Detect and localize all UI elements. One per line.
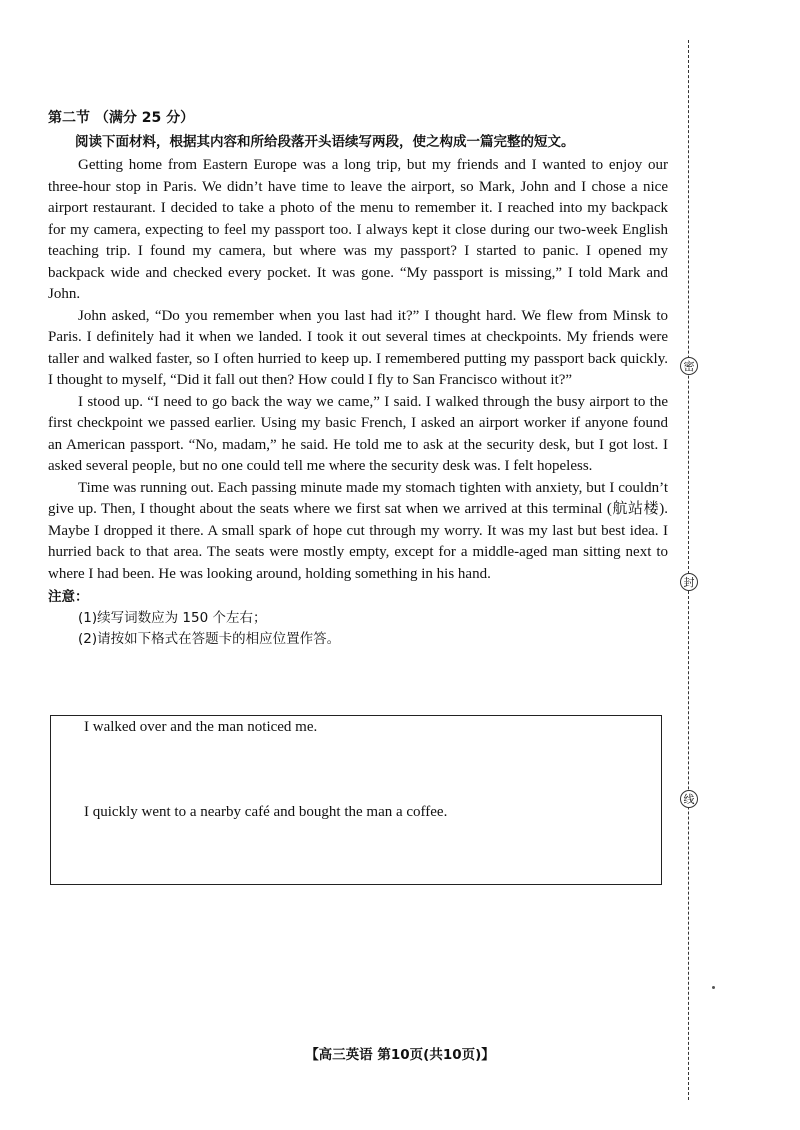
note-item: (1)续写词数应为 150 个左右；	[78, 610, 267, 626]
binding-mark-seal: 封	[680, 573, 698, 591]
answer-box	[50, 715, 662, 885]
paragraph-starter-1: I walked over and the man noticed me.	[84, 719, 318, 735]
section-instruction: 阅读下面材料，根据其内容和所给段落开头语续写两段，使之构成一篇完整的短文。	[75, 134, 575, 150]
story-paragraph: Time was running out. Each passing minute made my stomach tighten with anxiety, but I couldn’t give up. Then, I thought about the seats where we first sat when we arrived at this terminal (航站楼). Maybe I dropped it there. A small spark of hope cut through my worry. It was my last but best idea. I hurried back to that area. The seats were mostly empty, except for a middle-aged man sitting next to where I had been. He was looking around, holding something in his hand.	[48, 479, 668, 582]
page-footer: 【高三英语 第10页(共10页)】	[305, 1047, 495, 1063]
scan-speck	[712, 986, 715, 989]
binding-mark-seal: 密	[680, 357, 698, 375]
binding-mark-line: 线	[680, 790, 698, 808]
notes-title: 注意：	[48, 589, 89, 605]
exam-section	[48, 108, 668, 650]
story-paragraph: Getting home from Eastern Europe was a long trip, but my friends and I wanted to enjoy our three-hour stop in Paris. We didn’t have time to leave the airport, so Mark, John and I chose a nice airport restaurant. I decided to take a photo of the menu to remember it. I reached into my backpack for my camera, expecting to feel my passport too. I always kept it close during our two-week English teaching trip. I found my camera, but where was my passport? I started to panic. I opened my backpack wide and checked every pocket. It was gone. “My passport is missing,” I told Mark and John.	[48, 157, 668, 302]
note-item: (2)请按如下格式在答题卡的相应位置作答。	[78, 631, 341, 647]
paragraph-starter-2: I quickly went to a nearby café and bought the man a coffee.	[84, 804, 448, 820]
section-title: 第二节 （满分 25 分）	[48, 110, 195, 126]
story-paragraph: I stood up. “I need to go back the way we came,” I said. I walked through the busy airport to the first checkpoint we passed earlier. Using my basic French, I asked an airport worker if anyone found an American passport. “No, madam,” he said. He told me to ask at the security desk, but I got lost. I asked several people, but no one could tell me where the security desk was. I felt hopeless.	[48, 393, 668, 474]
story-paragraph: John asked, “Do you remember when you last had it?” I thought hard. We flew from Minsk to Paris. I definitely had it when we landed. I took it out several times at checkpoints. My friends were taller and walked faster, so I often hurried to keep up. I remembered putting my passport back quickly. I thought to myself, “Did it fall out then? How could I fly to San Francisco without it?”	[48, 307, 668, 388]
binding-dashed-line	[688, 40, 689, 1100]
